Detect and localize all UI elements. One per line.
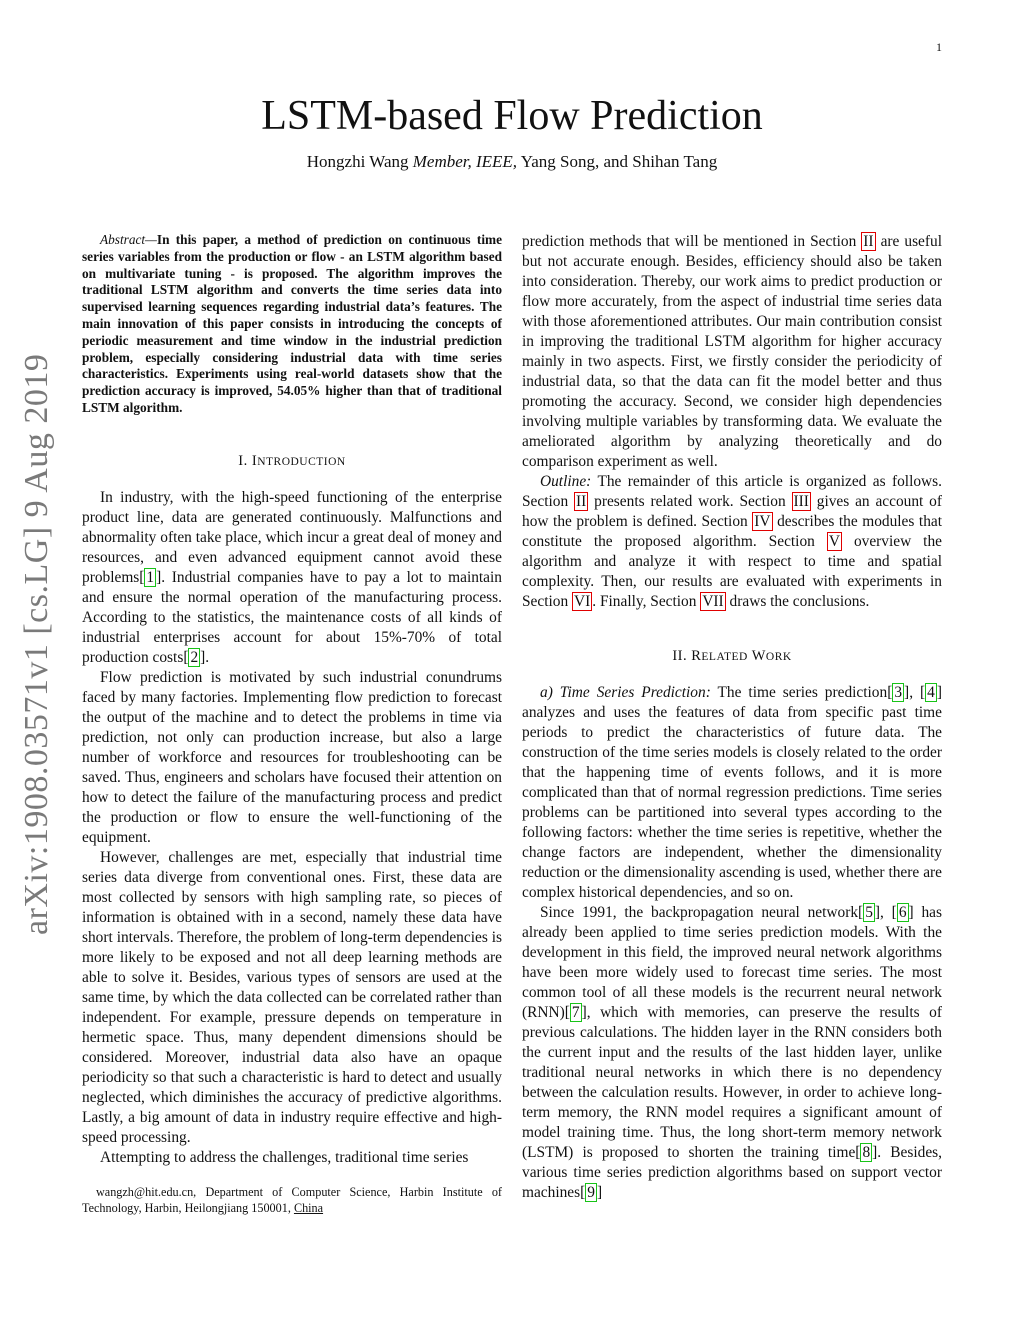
- page-number: 1: [936, 40, 942, 54]
- intro-paragraph-3: However, challenges are met, especially that industrial time series data diverge from conventional ones. First, these data are most collected by sensors with high sampling rate, so pieces of information is obtained with in a second, namely these data have short intervals. Therefore, the problem of long-term dependencies is more likely to be exposed and not all deep learning methods are able to solve it. Besides, various types of sensors are used at the same time, by which the data collected can be correlated rather than independent. For example, pressure depends on temperature in hermetic space. Thus, many dependent dimensions should be considered. Moreover, industrial data also have an opaque periodicity so that such a characteristic is hard to detect and usually neglected, which diminishes the accuracy of predictive algorithms. Lastly, a big amount of data in industry require effective and high-speed processing.: [82, 848, 502, 1146]
- author-line: [0, 152, 1024, 172]
- footnote: wangzh@hit.edu.cn, Department of Computer Science, Harbin Institute of Technology, Harbin, Heilongjiang 150001, China: [82, 1184, 502, 1215]
- citation-link[interactable]: 1: [146, 568, 155, 586]
- neural-network-paragraph: Since 1991, the backpropagation neural network[ 5 ], [ 6 ] has already been applied to time series prediction models. With the development in this field, the improved neural network algorithms have been more widely used to forecast time series. The most common tool of all these models is the recurrent neural network (RNN)[ 7 ], which with memories, can preserve the results of previous calculations. The hidden layer in the RNN considers both the current input and the results of the last hidden layer, unlike traditional neural networks in which there is no dependency between the calculation results. However, in order to achieve long-term memory, the RNN model requires a significant amount of model training time. Thus, the long short-term memory network (LSTM) is proposed to shorten the training time[ 8 ]. Besides, various time series prediction algorithms based on support vector machines[ 9 ]: [522, 904, 942, 1201]
- subsection-label: a) Time Series Prediction:: [540, 684, 711, 701]
- author-affiliation: Member, IEEE,: [412, 152, 518, 171]
- outline-label: Outline:: [540, 473, 592, 490]
- contribution-paragraph: prediction methods that will be mentioned in Section II are useful but not accurate enough. Besides, efficiency should also be taken into consideration. Thereby, our work aims to predict production or flow more accurately, from the aspect of industrial time series data with those aforementioned attributes. Our main contribution consist in improving the traditional LSTM algorithm for higher accuracy mainly in two aspects. First, we firstly consider the periodicity of industrial data, so that the data can fit the model better and thus promoting the accuracy. Second, we consider high dependencies involving multiple variables by transforming data. We evaluate the ameliorated algorithm by analyzing theoretically and do comparison experiment as well.: [522, 233, 942, 470]
- citation-link[interactable]: 6: [898, 904, 907, 921]
- author-name: Hongzhi Wang: [306, 152, 409, 171]
- abstract: [82, 232, 502, 417]
- section-heading-related-work: II. RELATED WORK: [672, 648, 792, 664]
- paper-title: LSTM-based Flow Prediction: [261, 93, 763, 139]
- citation-link[interactable]: 3: [894, 684, 903, 701]
- abstract-text: In this paper, a method of prediction on continuous time series variables from the production or flow - an LSTM algorithm based on multivariate tuning - is proposed. The algorithm improves the traditional LSTM algorithm and converts the time series data into supervised learning sequences regarding industrial data’s features. The main innovation of this paper consists in introducing the concepts of periodic measurement and time window in the industrial prediction problem, especially considering industrial data with time series characteristics. Experiments using real-world datasets show that the prediction accuracy is improved, 54.05% higher than that of traditional LSTM algorithm.: [82, 232, 502, 415]
- arxiv-identifier: arXiv:1908.03571v1 [cs.LG] 9 Aug 2019: [18, 353, 55, 935]
- section-link[interactable]: VII: [702, 593, 724, 610]
- citation-link[interactable]: 7: [571, 1004, 580, 1021]
- section-link[interactable]: IV: [754, 513, 771, 530]
- citation-link[interactable]: 4: [927, 684, 935, 701]
- section-heading-introduction: I. INTRODUCTION: [238, 452, 346, 469]
- intro-paragraph-1: In industry, with the high-speed functioning of the enterprise product line, data are generated continuously. Malfunctions and abnormality often take place, which incur a great deal of money and resources, and even advanced equipment cannot avoid these problems[ 1 ]. Industrial companies have to pay a lot to maintain and ensure the normal operation of the manufacturing process. According to the statistics, the maintenance costs of all kinds of industrial enterprises account for about 15%-70% of total production costs[ 2 ].: [82, 488, 502, 666]
- abstract-label: Abstract—: [100, 232, 157, 247]
- intro-paragraph-2: Flow prediction is motivated by such industrial conundrums faced by many factories. Implementing flow prediction to forecast the output of the machine and to detect the problems in time via prediction, not only can production increase, but also a large number of workforce and resources for troubleshooting can be saved. Thus, engineers and scholars have focused their attention on how to detect the failure of the manufacturing process and predict the production or flow to ensure the well-functioning of the equipment.: [82, 668, 502, 846]
- time-series-paragraph: a) Time Series Prediction: The time series prediction[ 3 ], [ 4 ] analyzes and uses the features of data from specific past time periods to predict the characteristics of future data. The construction of the time series models is closely related to the order that the happening time of events follows, and it is more complicated than that of normal regression predictions. Time series problems can be partitioned into several types according to the following factors: whether the time series is repetitive, whether the change factors are independent, whether the dimensionality reduction or the dimensionality ascending is used, whether there are complex historical dependencies, and so on.: [522, 684, 942, 901]
- citation-link[interactable]: 5: [865, 904, 873, 921]
- section-link[interactable]: VI: [574, 593, 591, 610]
- outline-paragraph: Outline: The remainder of this article is organized as follows. Section II presents related work. Section III gives an account of how the problem is defined. Section IV describes the modules that constitute the proposed algorithm. Section V overview the algorithm and analyze it with respect to time and spatial complexity. Then, our results are evaluated with experiments in Section VI . Finally, Section VII draws the conclusions.: [522, 473, 943, 610]
- citation-link[interactable]: 8: [862, 1144, 871, 1161]
- citation-link[interactable]: 9: [587, 1184, 595, 1201]
- section-link[interactable]: V: [828, 533, 840, 550]
- section-link[interactable]: II: [863, 233, 874, 250]
- section-link[interactable]: III: [793, 493, 809, 510]
- intro-paragraph-4: Attempting to address the challenges, traditional time series: [100, 1148, 469, 1166]
- left-column: [82, 232, 502, 1216]
- citation-link[interactable]: 2: [190, 648, 199, 666]
- footnote-link[interactable]: China: [293, 1200, 324, 1215]
- right-column: [522, 232, 942, 1203]
- coauthors: Yang Song, and Shihan Tang: [520, 152, 718, 171]
- section-link[interactable]: II: [576, 493, 587, 510]
